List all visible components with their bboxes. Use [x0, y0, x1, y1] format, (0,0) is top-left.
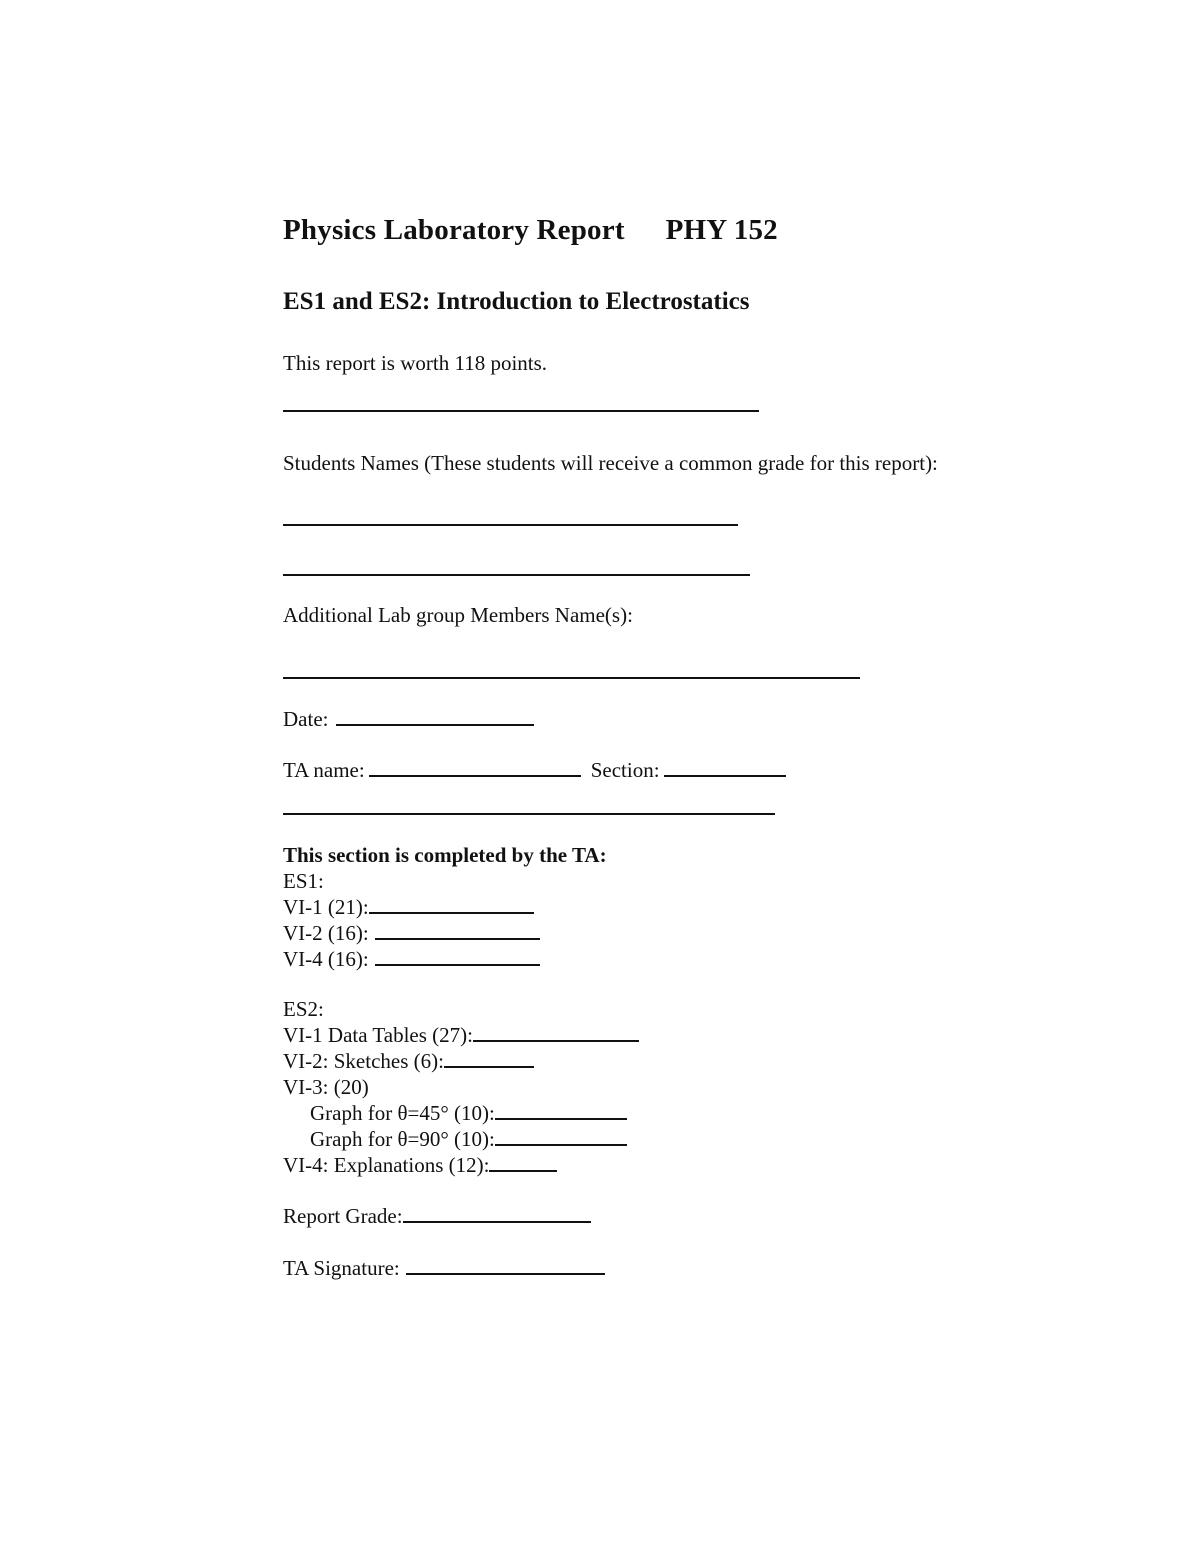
es2-vi1-field[interactable]	[473, 1022, 639, 1042]
es2-vi2-field[interactable]	[444, 1048, 534, 1068]
ta-name-label: TA name:	[283, 758, 365, 782]
es1-item-label: VI-1 (21):	[283, 895, 369, 919]
es2-item-graph45	[283, 1100, 639, 1126]
points-note: This report is worth 118 points.	[283, 351, 548, 375]
es2-item-vi1	[283, 1022, 639, 1048]
es1-vi1-field[interactable]	[369, 894, 534, 914]
ta-name-field[interactable]	[369, 757, 581, 777]
report-title	[283, 214, 778, 247]
es1-item-vi1	[283, 894, 639, 920]
report-grade-row	[283, 1203, 639, 1229]
es1-vi4-field[interactable]	[375, 946, 540, 966]
es2-item-label: VI-1 Data Tables (27):	[283, 1023, 473, 1047]
report-subtitle: ES1 and ES2: Introduction to Electrostatics	[283, 288, 750, 315]
es2-vi4-field[interactable]	[489, 1152, 557, 1172]
graph90-field[interactable]	[495, 1126, 627, 1146]
student-name-line-1[interactable]	[283, 524, 738, 526]
es2-label: ES2:	[283, 997, 324, 1021]
report-grade-label: Report Grade:	[283, 1204, 403, 1228]
section-field[interactable]	[664, 757, 786, 777]
es1-item-label: VI-2 (16):	[283, 921, 369, 945]
es2-item-label: Graph for θ=90° (10):	[310, 1127, 495, 1151]
date-label: Date:	[283, 707, 329, 731]
graph45-field[interactable]	[495, 1100, 627, 1120]
es2-item-label: Graph for θ=45° (10):	[310, 1101, 495, 1125]
es2-item-graph90	[283, 1126, 639, 1152]
es2-item-vi3: VI-3: (20)	[283, 1075, 369, 1099]
report-grade-field[interactable]	[403, 1203, 591, 1223]
es1-item-label: VI-4 (16):	[283, 947, 369, 971]
es1-item-vi2	[283, 920, 639, 946]
date-row	[283, 706, 534, 732]
blank-line-top[interactable]	[283, 410, 759, 412]
ta-grading-section	[283, 842, 639, 1281]
es2-item-label: VI-4: Explanations (12):	[283, 1153, 490, 1177]
es1-vi2-field[interactable]	[375, 920, 540, 940]
es1-label: ES1:	[283, 869, 324, 893]
ta-signature-field[interactable]	[406, 1255, 605, 1275]
es2-item-vi4	[283, 1152, 639, 1178]
students-names-label: Students Names (These students will receive a common grade for this report):	[283, 451, 938, 475]
ta-section-heading: This section is completed by the TA:	[283, 843, 607, 867]
date-field[interactable]	[336, 706, 534, 726]
additional-members-line[interactable]	[283, 677, 860, 679]
section-label: Section:	[590, 758, 660, 782]
separator-line	[283, 813, 775, 815]
es2-item-label: VI-2: Sketches (6):	[283, 1049, 444, 1073]
ta-name-row	[283, 757, 786, 783]
ta-signature-row	[283, 1255, 639, 1281]
es1-item-vi4	[283, 946, 639, 972]
course-code: PHY 152	[665, 214, 778, 246]
ta-signature-label: TA Signature:	[283, 1256, 400, 1280]
student-name-line-2[interactable]	[283, 574, 750, 576]
additional-members-label: Additional Lab group Members Name(s):	[283, 603, 633, 627]
report-title-text: Physics Laboratory Report	[283, 214, 625, 246]
es2-item-vi2	[283, 1048, 639, 1074]
